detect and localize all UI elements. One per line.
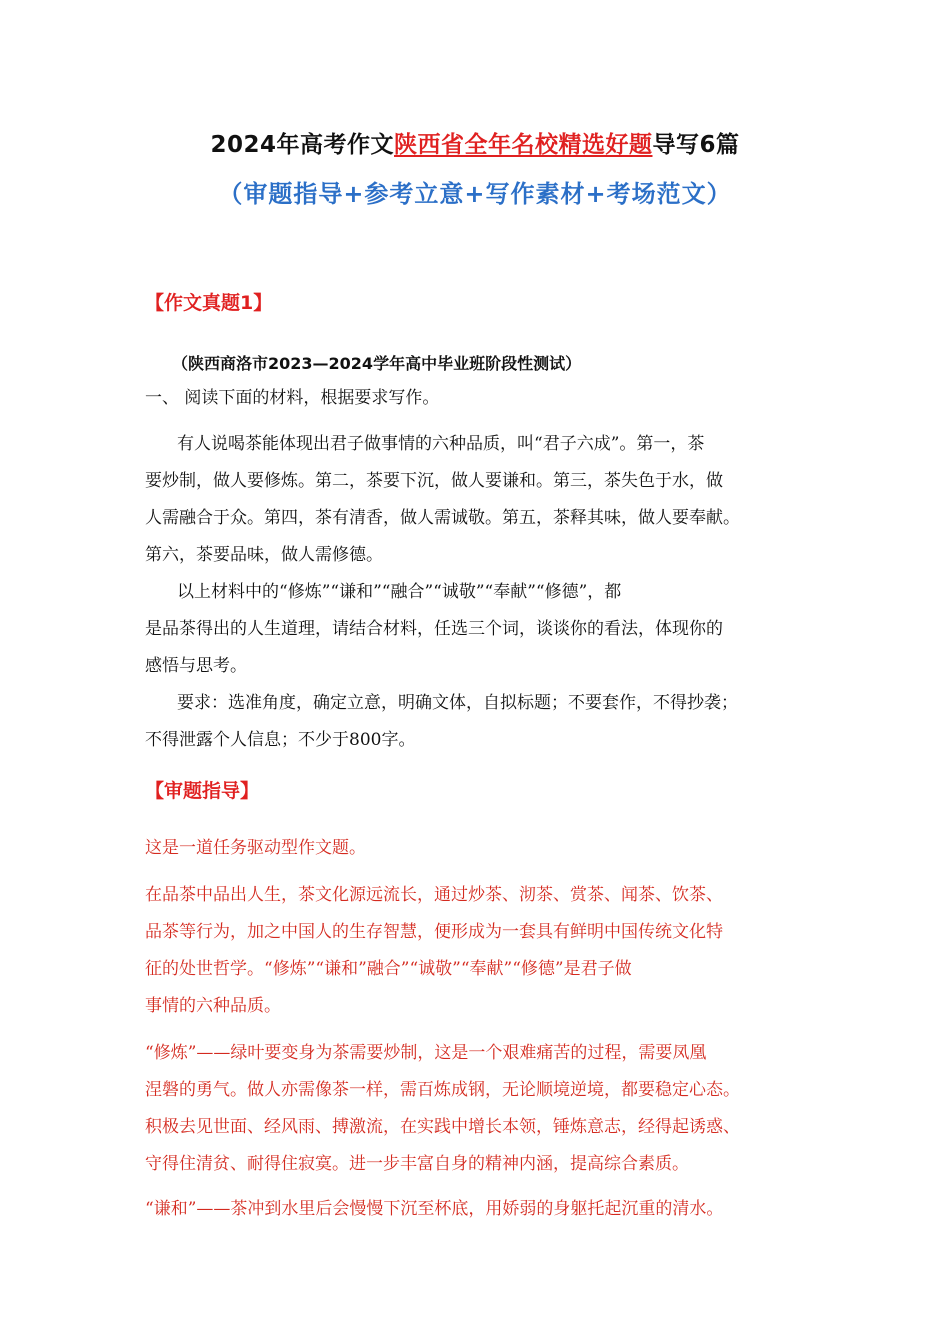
guide-heading: 【审题指导】 xyxy=(145,780,260,802)
document-title xyxy=(0,126,950,159)
material-line: 要炒制，做人要修炼。第二，茶要下沉，做人要谦和。第三，茶失色于水，做 xyxy=(145,471,723,491)
guide-para3-line: “谦和”——茶冲到水里后会慢慢下沉至杯底，用娇弱的身躯托起沉重的清水。 xyxy=(145,1199,724,1219)
question-instruction: 一、 阅读下面的材料，根据要求写作。 xyxy=(145,388,440,408)
title-highlight: 陕西省全年名校精选好题 xyxy=(394,132,653,158)
requirement-line: 不得泄露个人信息；不少于800字。 xyxy=(145,730,416,750)
requirement-line: 要求：选准角度，确定立意，明确文体，自拟标题；不要套作，不得抄袭； xyxy=(177,693,738,713)
guide-intro: 这是一道任务驱动型作文题。 xyxy=(145,838,366,858)
guide-para2-line: 守得住清贫、耐得住寂寞。进一步丰富自身的精神内涵，提高综合素质。 xyxy=(145,1154,689,1174)
guide-para2-line: 积极去见世面、经风雨、搏激流，在实践中增长本领，锤炼意志，经得起诱惑、 xyxy=(145,1117,740,1137)
guide-para1-line: 品茶等行为，加之中国人的生存智慧，便形成为一套具有鲜明中国传统文化特 xyxy=(145,922,723,942)
task-line: 以上材料中的“修炼”“谦和”“融合”“诚敬”“奉献”“修德”，都 xyxy=(177,582,622,602)
guide-para1-line: 在品茶中品出人生，茶文化源远流长，通过炒茶、沏茶、赏茶、闻茶、饮茶、 xyxy=(145,885,723,905)
task-line: 感悟与思考。 xyxy=(145,656,247,676)
task-line: 是品茶得出的人生道理，请结合材料，任选三个词，谈谈你的看法，体现你的 xyxy=(145,619,723,639)
guide-para1-line: 征的处世哲学。“修炼”“谦和”融合”“诚敬”“奉献”“修德”是君子做 xyxy=(145,959,632,979)
question-source: （陕西商洛市2023—2024学年高中毕业班阶段性测试） xyxy=(172,354,582,373)
guide-para2-line: “修炼”——绿叶要变身为茶需要炒制，这是一个艰难痛苦的过程，需要凤凰 xyxy=(145,1043,707,1063)
title-prefix: 2024年高考作文 xyxy=(210,132,394,158)
question-heading: 【作文真题1】 xyxy=(145,292,273,314)
document-subtitle: （审题指导+参考立意+写作素材+考场范文） xyxy=(218,180,732,208)
guide-para1-line: 事情的六种品质。 xyxy=(145,996,281,1016)
title-suffix: 导写6篇 xyxy=(652,132,740,158)
material-line: 人需融合于众。第四，茶有清香，做人需诚敬。第五，茶释其味，做人要奉献。 xyxy=(145,508,740,528)
material-line: 有人说喝茶能体现出君子做事情的六种品质，叫“君子六成”。第一，茶 xyxy=(177,434,705,454)
material-line: 第六，茶要品味，做人需修德。 xyxy=(145,545,383,565)
guide-para2-line: 涅磐的勇气。做人亦需像茶一样，需百炼成钢，无论顺境逆境，都要稳定心态。 xyxy=(145,1080,740,1100)
